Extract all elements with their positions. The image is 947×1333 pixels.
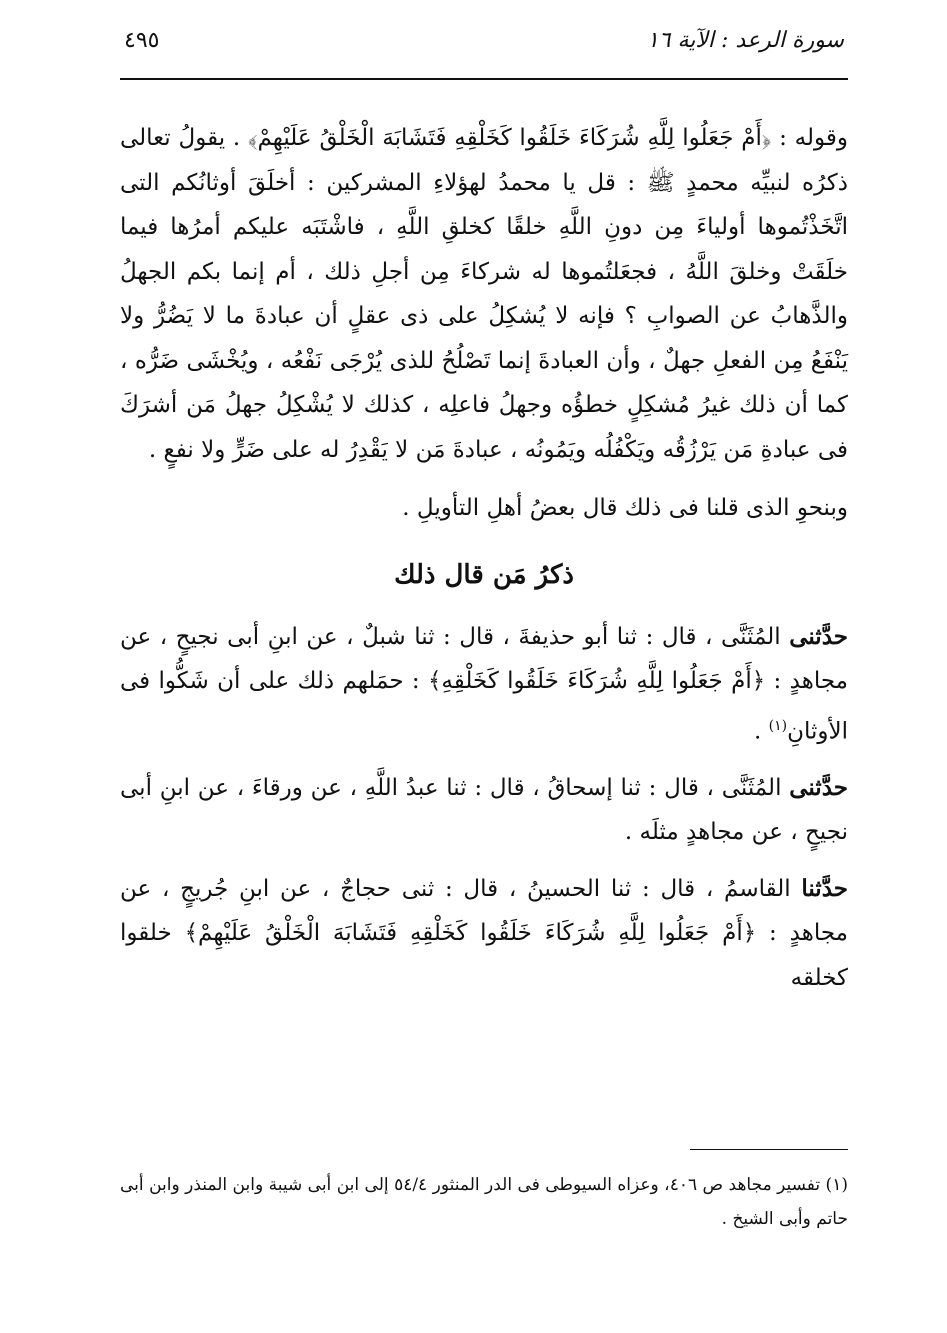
hadith-2-lead: حدَّثنى xyxy=(789,773,848,801)
footnote: (١) تفسير مجاهد ص ٤٠٦، وعزاه السيوطى فى الدر المنثور ٥٤/٤ إلى ابن أبى شيبة وابن المنذر وابن أبى حاتم وأبى الشيخ . xyxy=(120,1175,848,1229)
footnote-separator xyxy=(690,1149,848,1150)
page-number: ٤٩٥ xyxy=(124,28,160,53)
tafsir-paragraph-2: وبنحوِ الذى قلنا فى ذلك قال بعضُ أهلِ التأويلِ . xyxy=(402,495,848,521)
hadith-1-lead: حدَّثنى xyxy=(789,622,848,650)
book-page xyxy=(120,28,848,1229)
hadith-1-text: المُثَنَّى ، قال : ثنا أبو حذيفةَ ، قال : ثنا شبلٌ ، عن ابنِ أبى نجيحٍ ، عن مجاهدٍ : ﴿أَمْ جَعَلُوا لِلَّهِ شُرَكَاءَ خَلَقُوا كَخَلْقِهِ﴾ : حمَلهم ذلك على أن شَكُّوا فى الأوثانِ xyxy=(120,623,848,745)
surah-title: سورة الرعد : الآية ١٦ xyxy=(646,28,844,53)
hadith-3-text: القاسمُ ، قال : ثنا الحسينُ ، قال : ثنى حجاجٌ ، عن ابنِ جُريجٍ ، عن مجاهدٍ : ﴿أَمْ جَعَلُوا لِلَّهِ شُرَكَاءَ خَلَقُوا كَخَلْقِهِ فَتَشَابَهَ الْخَلْقُ عَلَيْهِمْ﴾ خلقوا كخلقه xyxy=(120,875,848,991)
tafsir-paragraph: وقوله : ﴿أَمْ جَعَلُوا لِلَّهِ شُرَكَاءَ خَلَقُوا كَخَلْقِهِ فَتَشَابَهَ الْخَلْقُ عَلَيْهِمْ﴾ . يقولُ تعالى ذكرُه لنبيِّه محمدٍ ﷺ : قل يا محمدُ لهؤلاءِ المشركين : أخلَقَ أوثانُكم التى اتَّخَذْتُموها أولياءَ مِن دونِ اللَّهِ خلقًا كخلقِ اللَّهِ ، فاشْتَبَه عليكم أمرُها فيما خلَقَتْ وخلقَ اللَّهُ ، فجعَلتُموها له شركاءَ مِن أجلِ ذلك ، أم إنما بكم الجهلُ والذَّهابُ عن الصوابِ ؟ فإنه لا يُشكِلُ على ذى عقلٍ أن عبادةَ ما لا يَضُرُّ ولا يَنْفَعُ مِن الفعلِ جهلٌ ، وأن العبادةَ إنما تَصْلُحُ للذى يُرْجَى نَفْعُه ، ويُخْشَى ضَرُّه ، كما أن ذلك غيرُ مُشكِلٍ خطؤُه وجهلُ فاعلِه ، كذلك لا يُشْكِلُ جهلُ مَن أشرَكَ فى عبادةِ مَن يَرْزُقُه ويَكْفُلُه ويَمُونُه ، عبادةَ مَن لا يَقْدِرُ له على ضَرٍّ ولا نفعٍ . xyxy=(120,125,848,463)
running-header xyxy=(120,28,848,80)
hadith-3-lead: حدَّثنا xyxy=(801,874,848,902)
hadith-2 xyxy=(120,766,848,855)
hadith-1-end: . xyxy=(753,718,769,745)
section-heading: ذكرُ مَن قال ذلك xyxy=(394,559,574,590)
footnote-ref: (١) xyxy=(768,717,788,734)
hadith-3 xyxy=(120,867,848,1001)
hadith-2-text: المُثَنَّى ، قال : ثنا إسحاقُ ، قال : ثنا عبدُ اللَّهِ ، عن ورقاءَ ، عن ابنِ أبى نجيحٍ ، عن مجاهدٍ مثلَه . xyxy=(120,774,848,846)
hadith-1 xyxy=(120,615,848,754)
